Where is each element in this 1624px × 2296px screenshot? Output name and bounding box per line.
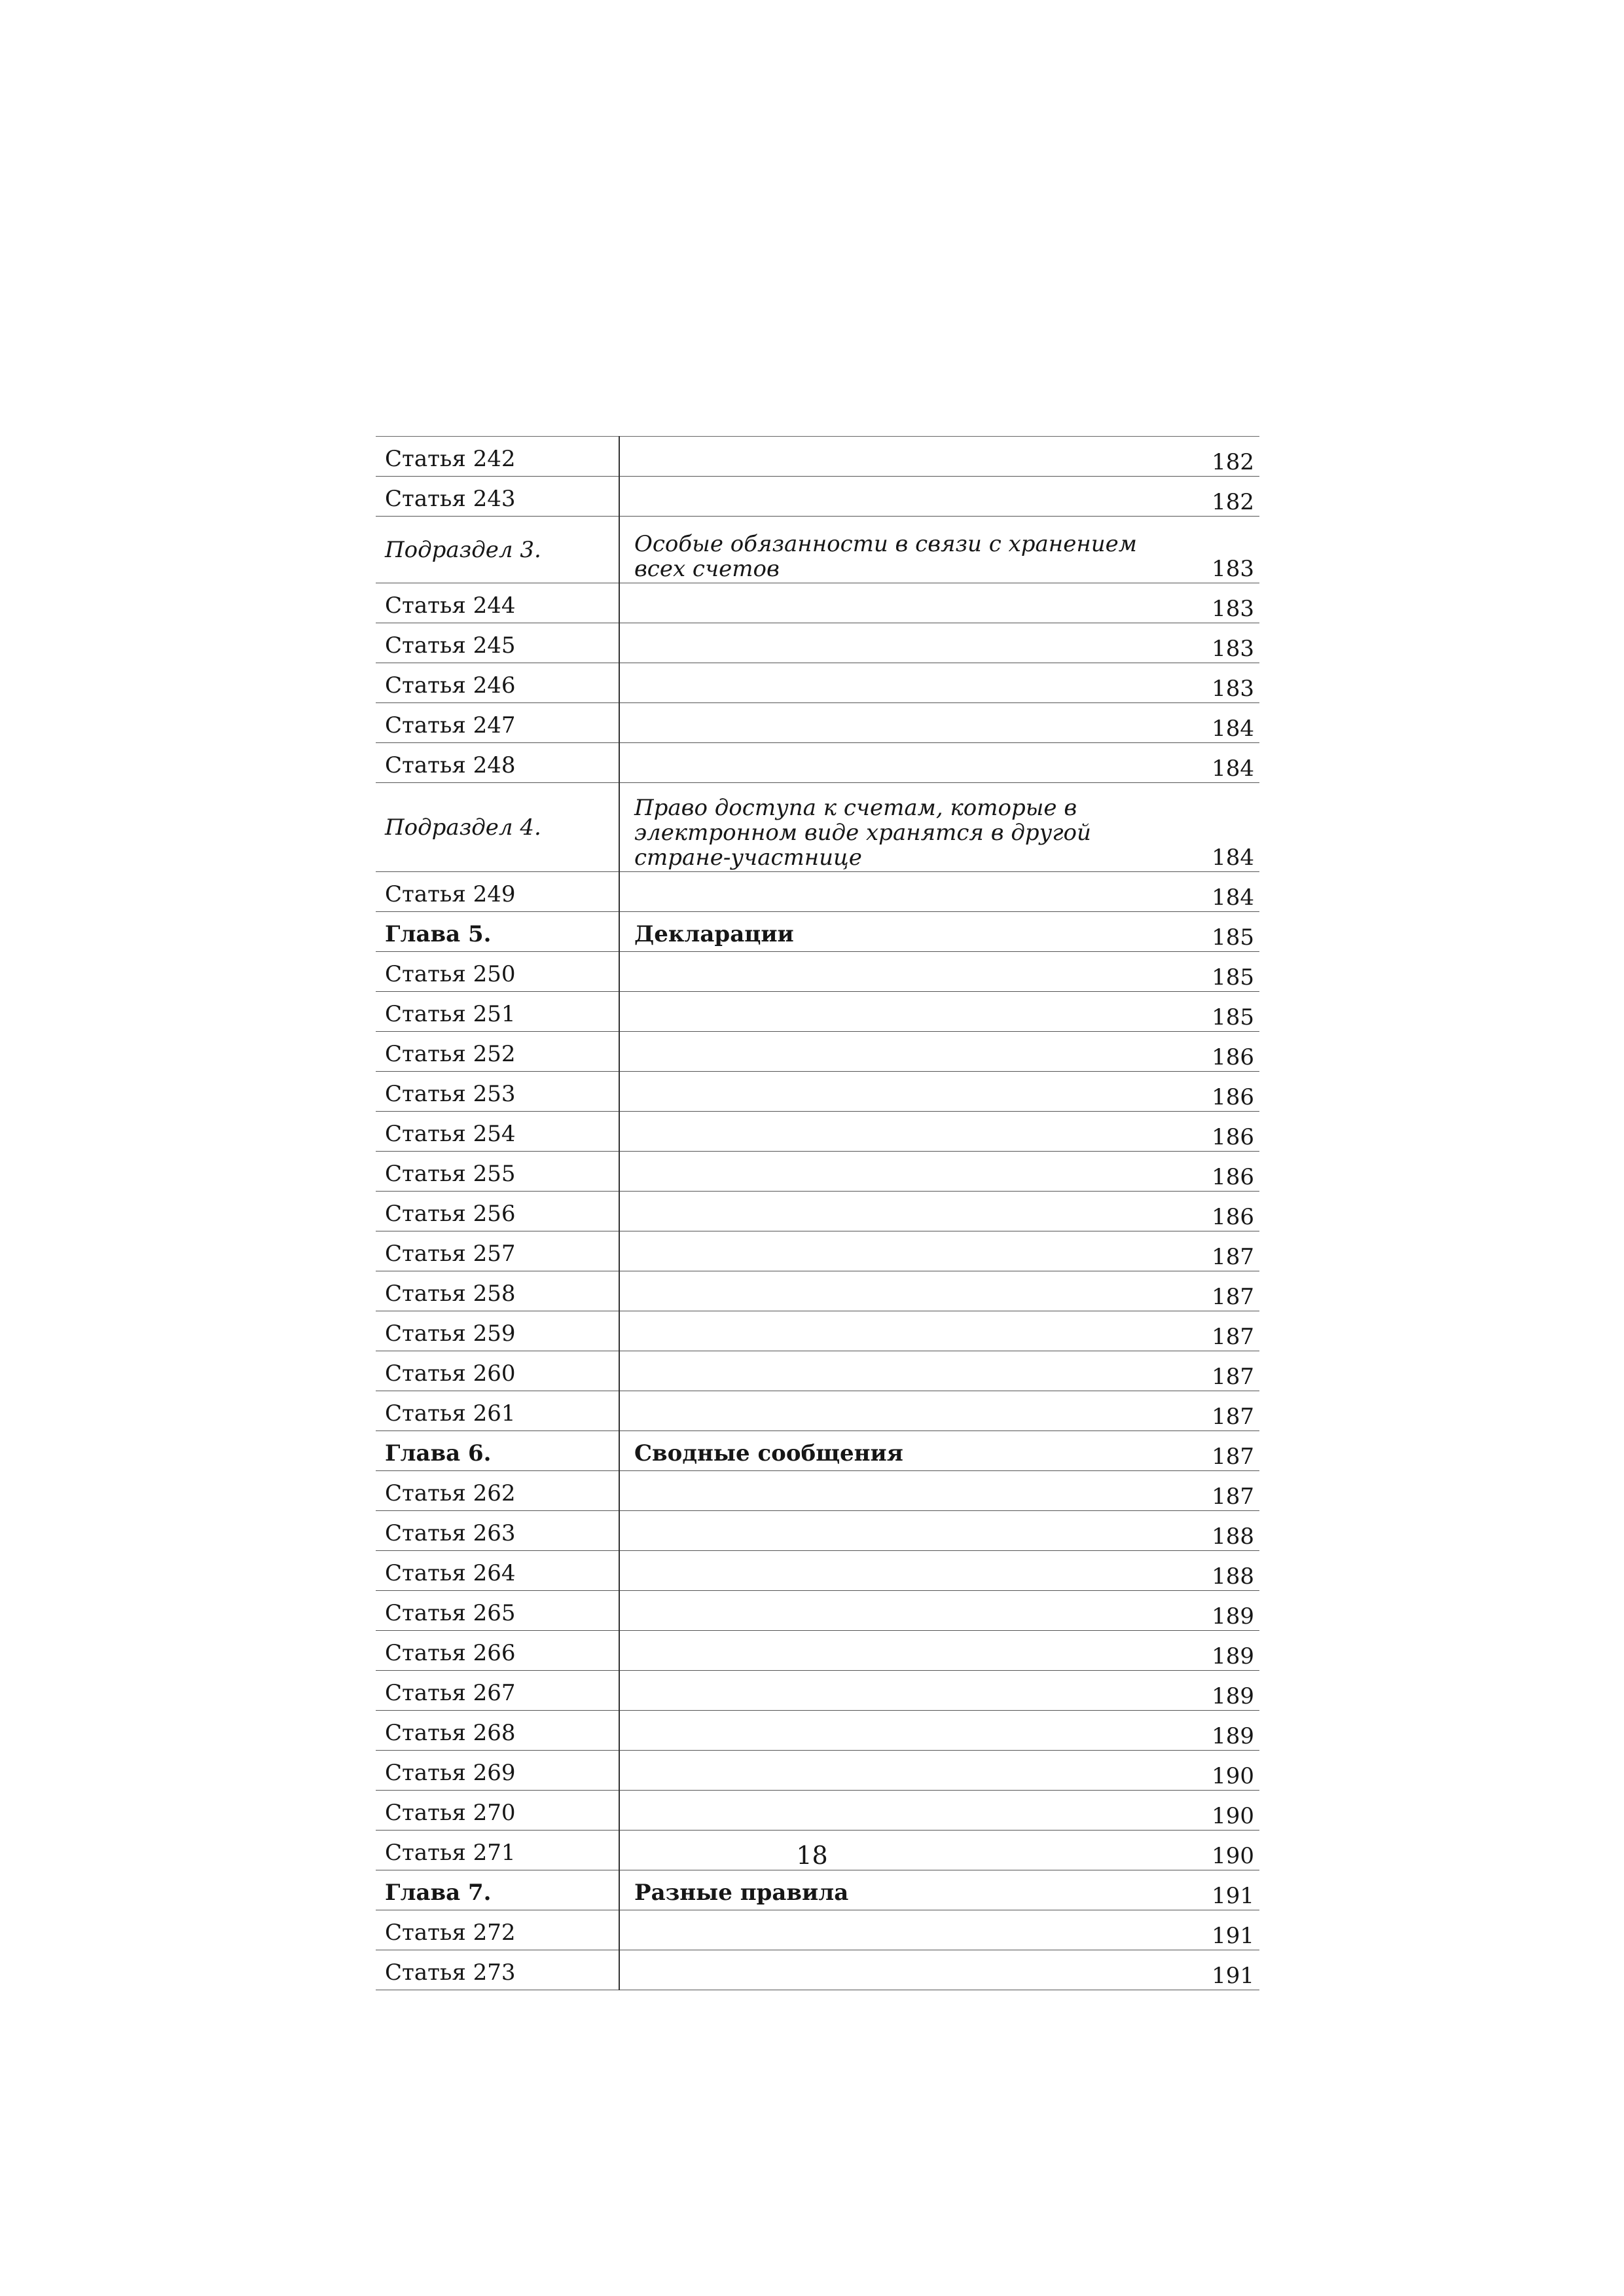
toc-row [376,623,1259,663]
toc-row [376,1391,1259,1431]
toc-entry-page: 189 [1176,1591,1259,1631]
toc-entry-title [619,583,1176,623]
toc-row [376,992,1259,1032]
toc-entry-label: Статья 264 [376,1551,619,1591]
toc-entry-page: 184 [1176,743,1259,783]
toc-entry-title [619,623,1176,663]
toc-entry-title [619,1631,1176,1671]
toc-entry-title [619,1112,1176,1152]
toc-entry-title: Право доступа к счетам, которые в электронном виде хранятся в другой стране-участнице [619,783,1176,872]
toc-entry-title [619,1910,1176,1950]
toc-entry-page: 187 [1176,1391,1259,1431]
toc-row [376,1751,1259,1791]
toc-entry-title: Разные правила [619,1870,1176,1910]
toc-entry-title [619,1231,1176,1271]
toc-entry-page: 190 [1176,1791,1259,1831]
toc-entry-page: 186 [1176,1072,1259,1112]
toc-chapter-row [376,1870,1259,1910]
toc-entry-page: 185 [1176,952,1259,992]
toc-entry-page: 186 [1176,1032,1259,1072]
toc-entry-page: 189 [1176,1631,1259,1671]
toc-entry-label: Статья 259 [376,1311,619,1351]
toc-entry-page: 187 [1176,1471,1259,1511]
toc-table [376,436,1259,1990]
toc-entry-page: 187 [1176,1351,1259,1391]
toc-entry-title [619,703,1176,743]
toc-entry-label: Статья 251 [376,992,619,1032]
toc-row [376,1271,1259,1311]
toc-entry-title [619,743,1176,783]
toc-entry-label: Статья 244 [376,583,619,623]
toc-entry-label: Глава 5. [376,912,619,952]
toc-entry-page: 188 [1176,1511,1259,1551]
toc-entry-label: Статья 260 [376,1351,619,1391]
toc-entry-page: 183 [1176,583,1259,623]
toc-entry-label: Статья 256 [376,1192,619,1231]
toc-entry-title [619,1471,1176,1511]
toc-entry-title [619,1791,1176,1831]
toc-entry-title [619,663,1176,703]
toc-entry-title [619,1950,1176,1990]
toc-row [376,477,1259,517]
toc-entry-title [619,1271,1176,1311]
toc-row [376,1791,1259,1831]
toc-chapter-row [376,912,1259,952]
toc-entry-label: Глава 6. [376,1431,619,1471]
toc-entry-label: Статья 265 [376,1591,619,1631]
toc-entry-label: Статья 255 [376,1152,619,1192]
toc-entry-label: Статья 254 [376,1112,619,1152]
toc-entry-label: Глава 7. [376,1870,619,1910]
toc-entry-title [619,1551,1176,1591]
toc-row [376,1471,1259,1511]
toc-entry-title [619,477,1176,517]
toc-entry-label: Статья 262 [376,1471,619,1511]
toc-entry-label: Статья 270 [376,1791,619,1831]
toc-entry-title [619,1711,1176,1751]
toc-row [376,952,1259,992]
toc-entry-label: Статья 243 [376,477,619,517]
toc-entry-label: Статья 272 [376,1910,619,1950]
toc-entry-page: 187 [1176,1431,1259,1471]
toc-entry-title [619,1152,1176,1192]
toc-row [376,1231,1259,1271]
toc-entry-label: Статья 267 [376,1671,619,1711]
toc-entry-title [619,1311,1176,1351]
toc-entry-label: Статья 257 [376,1231,619,1271]
toc-entry-page: 190 [1176,1751,1259,1791]
toc-entry-label: Статья 246 [376,663,619,703]
toc-entry-title [619,1072,1176,1112]
toc-row [376,743,1259,783]
toc-row [376,1032,1259,1072]
toc-entry-label: Статья 252 [376,1032,619,1072]
toc-entry-page: 185 [1176,992,1259,1032]
toc-row [376,1351,1259,1391]
toc-entry-page: 182 [1176,477,1259,517]
toc-entry-label: Статья 268 [376,1711,619,1751]
toc-entry-title [619,1032,1176,1072]
toc-entry-title: Декларации [619,912,1176,952]
toc-entry-page: 185 [1176,912,1259,952]
toc-entry-label: Статья 261 [376,1391,619,1431]
toc-entry-page: 187 [1176,1311,1259,1351]
toc-entry-title: Особые обязанности в связи с хранением всех счетов [619,517,1176,583]
toc-entry-label: Статья 250 [376,952,619,992]
toc-entry-page: 183 [1176,663,1259,703]
toc-row [376,583,1259,623]
toc-subsection-row [376,517,1259,583]
toc-entry-page: 184 [1176,703,1259,743]
toc-entry-title [619,1391,1176,1431]
toc-row [376,703,1259,743]
toc-entry-label: Статья 269 [376,1751,619,1791]
toc-entry-title [619,1192,1176,1231]
toc-entry-title [619,872,1176,912]
toc-row [376,1112,1259,1152]
toc-entry-page: 186 [1176,1192,1259,1231]
toc-entry-title [619,992,1176,1032]
toc-subsection-row [376,783,1259,872]
toc-entry-page: 183 [1176,517,1259,583]
toc-row [376,1511,1259,1551]
toc-entry-page: 189 [1176,1671,1259,1711]
toc-entry-page: 191 [1176,1950,1259,1990]
toc-row [376,872,1259,912]
toc-entry-title [619,1751,1176,1791]
toc-entry-label: Статья 263 [376,1511,619,1551]
toc-entry-label: Подраздел 4. [376,783,619,872]
toc-row [376,1152,1259,1192]
toc-entry-title [619,1671,1176,1711]
toc-row [376,1311,1259,1351]
toc-entry-page: 183 [1176,623,1259,663]
toc-row [376,1671,1259,1711]
toc-entry-label: Статья 249 [376,872,619,912]
toc-row [376,1192,1259,1231]
toc-entry-page: 182 [1176,437,1259,477]
toc-entry-page: 184 [1176,783,1259,872]
toc-entry-label: Статья 245 [376,623,619,663]
toc-row [376,1711,1259,1751]
page-number: 18 [796,1841,828,1870]
toc-entry-label: Статья 271 [376,1831,619,1870]
toc-entry-label: Статья 273 [376,1950,619,1990]
toc-entry-label: Статья 247 [376,703,619,743]
toc-entry-page: 187 [1176,1231,1259,1271]
toc-row [376,1551,1259,1591]
toc-entry-page: 186 [1176,1112,1259,1152]
toc-row [376,1910,1259,1950]
toc-entry-title: Сводные сообщения [619,1431,1176,1471]
toc-row [376,1950,1259,1990]
toc-entry-page: 191 [1176,1910,1259,1950]
toc-row [376,1591,1259,1631]
toc-entry-label: Подраздел 3. [376,517,619,583]
toc-chapter-row [376,1431,1259,1471]
toc-entry-label: Статья 242 [376,437,619,477]
toc-body [376,437,1259,1990]
toc-entry-page: 186 [1176,1152,1259,1192]
toc-entry-label: Статья 253 [376,1072,619,1112]
toc-row [376,1631,1259,1671]
toc-row [376,663,1259,703]
toc-entry-title [619,1511,1176,1551]
toc-entry-page: 191 [1176,1870,1259,1910]
toc-entry-label: Статья 258 [376,1271,619,1311]
toc-entry-title [619,1591,1176,1631]
toc-entry-label: Статья 248 [376,743,619,783]
toc-entry-page: 188 [1176,1551,1259,1591]
toc-entry-title [619,952,1176,992]
toc-entry-page: 187 [1176,1271,1259,1311]
toc-entry-title [619,1351,1176,1391]
toc-entry-page: 190 [1176,1831,1259,1870]
toc-entry-page: 184 [1176,872,1259,912]
toc-row [376,1072,1259,1112]
toc-entry-label: Статья 266 [376,1631,619,1671]
toc-entry-page: 189 [1176,1711,1259,1751]
toc-row [376,437,1259,477]
toc-entry-title [619,437,1176,477]
